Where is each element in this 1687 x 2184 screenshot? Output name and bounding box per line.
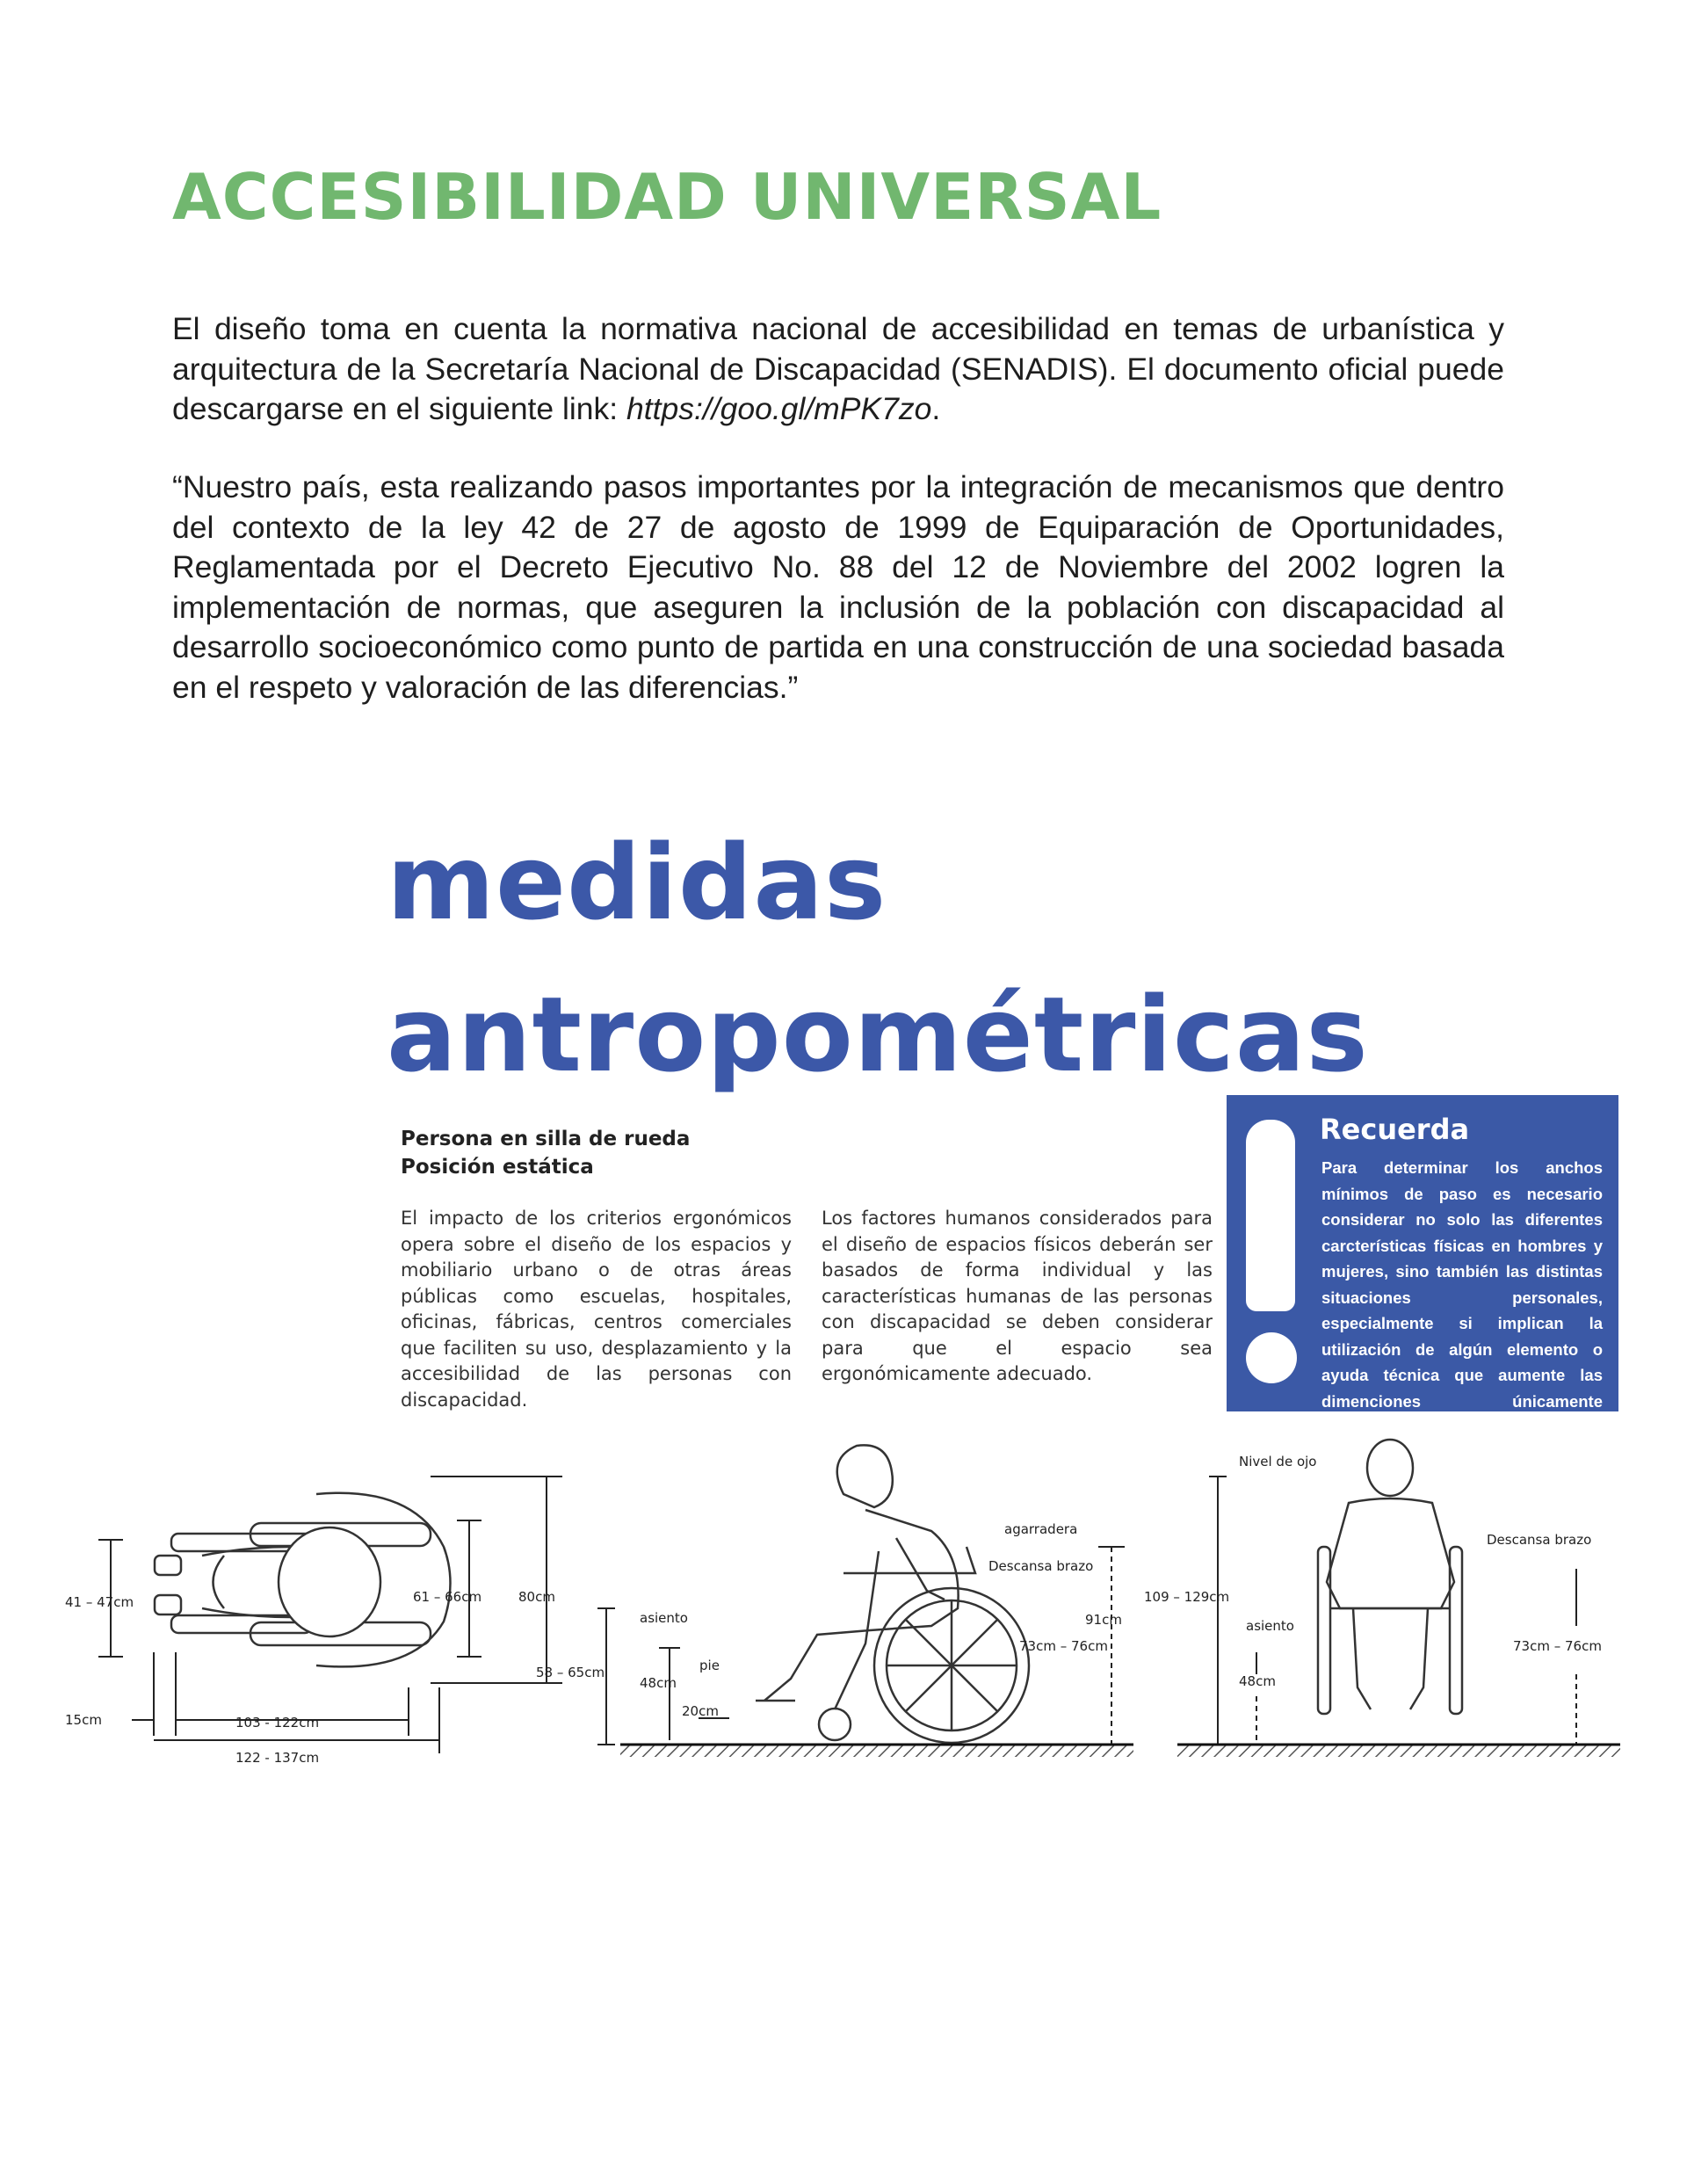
wheelchair-side-view [756,1445,1029,1743]
infographic-title-line2: antropométricas [387,974,1369,1095]
label-41-47: 41 – 47cm [65,1594,134,1610]
page-title: ACCESIBILIDAD UNIVERSAL [172,160,1162,234]
label-descansa-brazo-small: Descansa brazo [988,1558,1094,1574]
front-view-dimensions [1209,1477,1576,1745]
label-agarradera: agarradera [1004,1521,1078,1537]
label-15: 15cm [65,1712,102,1728]
label-20: 20cm [682,1703,719,1719]
label-48-b: 48cm [1239,1673,1276,1689]
subtitle-line1: Persona en silla de rueda [401,1128,691,1150]
label-73-76: 73cm – 76cm [1019,1638,1108,1654]
label-103-122: 103 - 122cm [235,1715,320,1731]
label-nivel-ojo: Nivel de ojo [1239,1454,1317,1469]
intro-text: El diseño toma en cuenta la normativa nacional de accesibilidad en temas de urbanística y arquitectura de la Secretaría Nacional de Discapacidad (SENADIS). El documento oficial puede descargarse en el siguiente link: [172,311,1504,426]
label-58-65: 58 – 65cm [536,1665,605,1680]
label-109-129: 109 – 129cm [1144,1589,1230,1605]
infographic-column-2: Los factores humanos considerados para el diseño de espacios físicos deberán ser basados de forma individual y las características humanas de las personas con discapacidad se deben considerar para que el espacio sea ergonómicamente adecuado. [822,1208,1213,1384]
label-pie: pie [699,1658,720,1673]
label-48: 48cm [640,1675,677,1691]
quote-paragraph: “Nuestro país, esta realizando pasos importantes por la integración de mecanismos que dentro del contexto de la ley 42 de 27 de agosto de 1999 de Equiparación de Oportunidades, Reglamentada por el Decreto Ejecutivo No. 88 del 12 de Noviembre del 2002 logren la implementación de normas, que aseguren la inclusión de la población con discapacidad al desarrollo socioeconómico como punto de partida en una construcción de una sociedad basada en el respeto y valoración de las diferencias.” [172,469,1504,705]
infographic-column-1: El impacto de los criterios ergonómicos opera sobre el diseño de los espacios y mobiliario urbano o de otras áreas públicas como escuelas, hospitales, oficinas, fábricas, centros comerciales que faciliten su uso, desplazamiento y la accesibilidad de las personas con discapacidad. [401,1208,792,1411]
label-91: 91cm [1085,1612,1122,1628]
label-73-76-b: 73cm – 76cm [1513,1638,1602,1654]
recuerda-title: Recuerda [1320,1113,1470,1146]
wheelchair-front-view [1318,1440,1462,1714]
floor-front [1177,1745,1620,1757]
document-link[interactable]: https://goo.gl/mPK7zo [626,391,932,426]
intro-end: . [931,391,941,426]
label-asiento-2: asiento [1246,1618,1294,1634]
wheelchair-top-view [155,1493,451,1667]
label-61-66: 61 – 66cm [413,1589,482,1605]
label-asiento: asiento [640,1610,688,1626]
label-descansa-brazo: Descansa brazo [1487,1532,1592,1548]
label-80: 80cm [518,1589,555,1605]
label-122-137: 122 - 137cm [235,1750,320,1766]
subtitle-line2: Posición estática [401,1156,594,1179]
infographic-title-line1: medidas [387,822,887,943]
floor-side [620,1745,1133,1757]
recuerda-text: Para determinar los anchos mínimos de paso es necesario considerar no solo las diferentes carcterísticas físicas en hombres y mujeres, sino también las distintas situaciones personales, especialmente si implican la utilización de algún elemento o ayuda técnica que aumente las dimenciones únicamente corporales de la persona. [1321,1158,1603,1436]
